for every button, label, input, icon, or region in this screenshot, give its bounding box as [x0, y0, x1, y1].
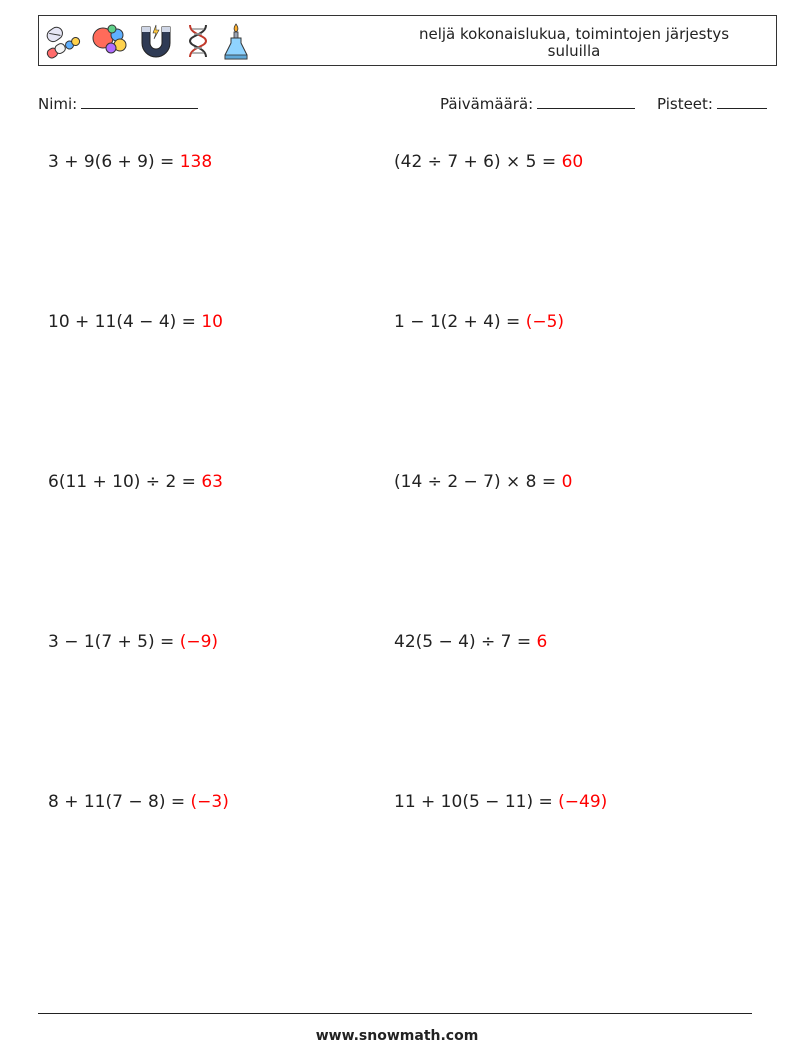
- score-field[interactable]: [657, 94, 767, 113]
- problem-9: [48, 792, 229, 812]
- problem-7: [48, 632, 218, 652]
- pills-icon: [43, 21, 83, 61]
- date-label: Päivämäärä:: [440, 95, 534, 113]
- problem-answer: 10: [201, 312, 223, 332]
- problem-answer: 60: [561, 152, 584, 172]
- footer-divider: [38, 1013, 752, 1014]
- problem-10: [394, 792, 607, 812]
- problem-question: (42 ÷ 7 + 6) × 5 =: [394, 152, 557, 172]
- problem-question: (14 ÷ 2 − 7) × 8 =: [394, 472, 557, 492]
- problem-4: [394, 312, 564, 332]
- problem-answer: 0: [561, 472, 573, 492]
- problem-answer: (−9): [179, 632, 219, 652]
- problem-answer: (−5): [525, 312, 565, 332]
- date-blank[interactable]: [537, 94, 635, 109]
- problem-question: 1 − 1(2 + 4) =: [394, 312, 521, 332]
- bunsen-burner-icon: [221, 21, 251, 61]
- problem-3: [48, 312, 223, 332]
- problem-question: 10 + 11(4 − 4) =: [48, 312, 196, 332]
- problem-1: [48, 152, 212, 172]
- problem-question: 6(11 + 10) ÷ 2 =: [48, 472, 196, 492]
- name-blank[interactable]: [81, 94, 198, 109]
- molecule-icon: [91, 21, 129, 61]
- problem-2: [394, 152, 583, 172]
- problem-8: [394, 632, 547, 652]
- problem-answer: 63: [201, 472, 223, 492]
- magnet-icon: [137, 21, 175, 61]
- header-icons: [43, 20, 251, 62]
- problem-5: [48, 472, 223, 492]
- problem-question: 8 + 11(7 − 8) =: [48, 792, 186, 812]
- problem-question: 3 + 9(6 + 9) =: [48, 152, 175, 172]
- problem-answer: 6: [536, 632, 548, 652]
- problem-question: 42(5 − 4) ÷ 7 =: [394, 632, 532, 652]
- score-blank[interactable]: [717, 94, 767, 109]
- problem-question: 3 − 1(7 + 5) =: [48, 632, 175, 652]
- name-field[interactable]: [38, 94, 198, 113]
- footer-site-link[interactable]: www.snowmath.com: [315, 1028, 479, 1044]
- date-field[interactable]: [440, 94, 635, 113]
- worksheet-header: [38, 15, 777, 66]
- dna-icon: [183, 21, 213, 61]
- name-label: Nimi:: [38, 95, 78, 113]
- problem-6: [394, 472, 572, 492]
- score-label: Pisteet:: [657, 95, 713, 113]
- problem-answer: 138: [179, 152, 213, 172]
- problem-answer: (−49): [558, 792, 608, 812]
- worksheet-title: neljä kokonaislukua, toimintojen järjestys suluilla: [418, 25, 730, 60]
- problem-question: 11 + 10(5 − 11) =: [394, 792, 553, 812]
- problem-answer: (−3): [190, 792, 229, 812]
